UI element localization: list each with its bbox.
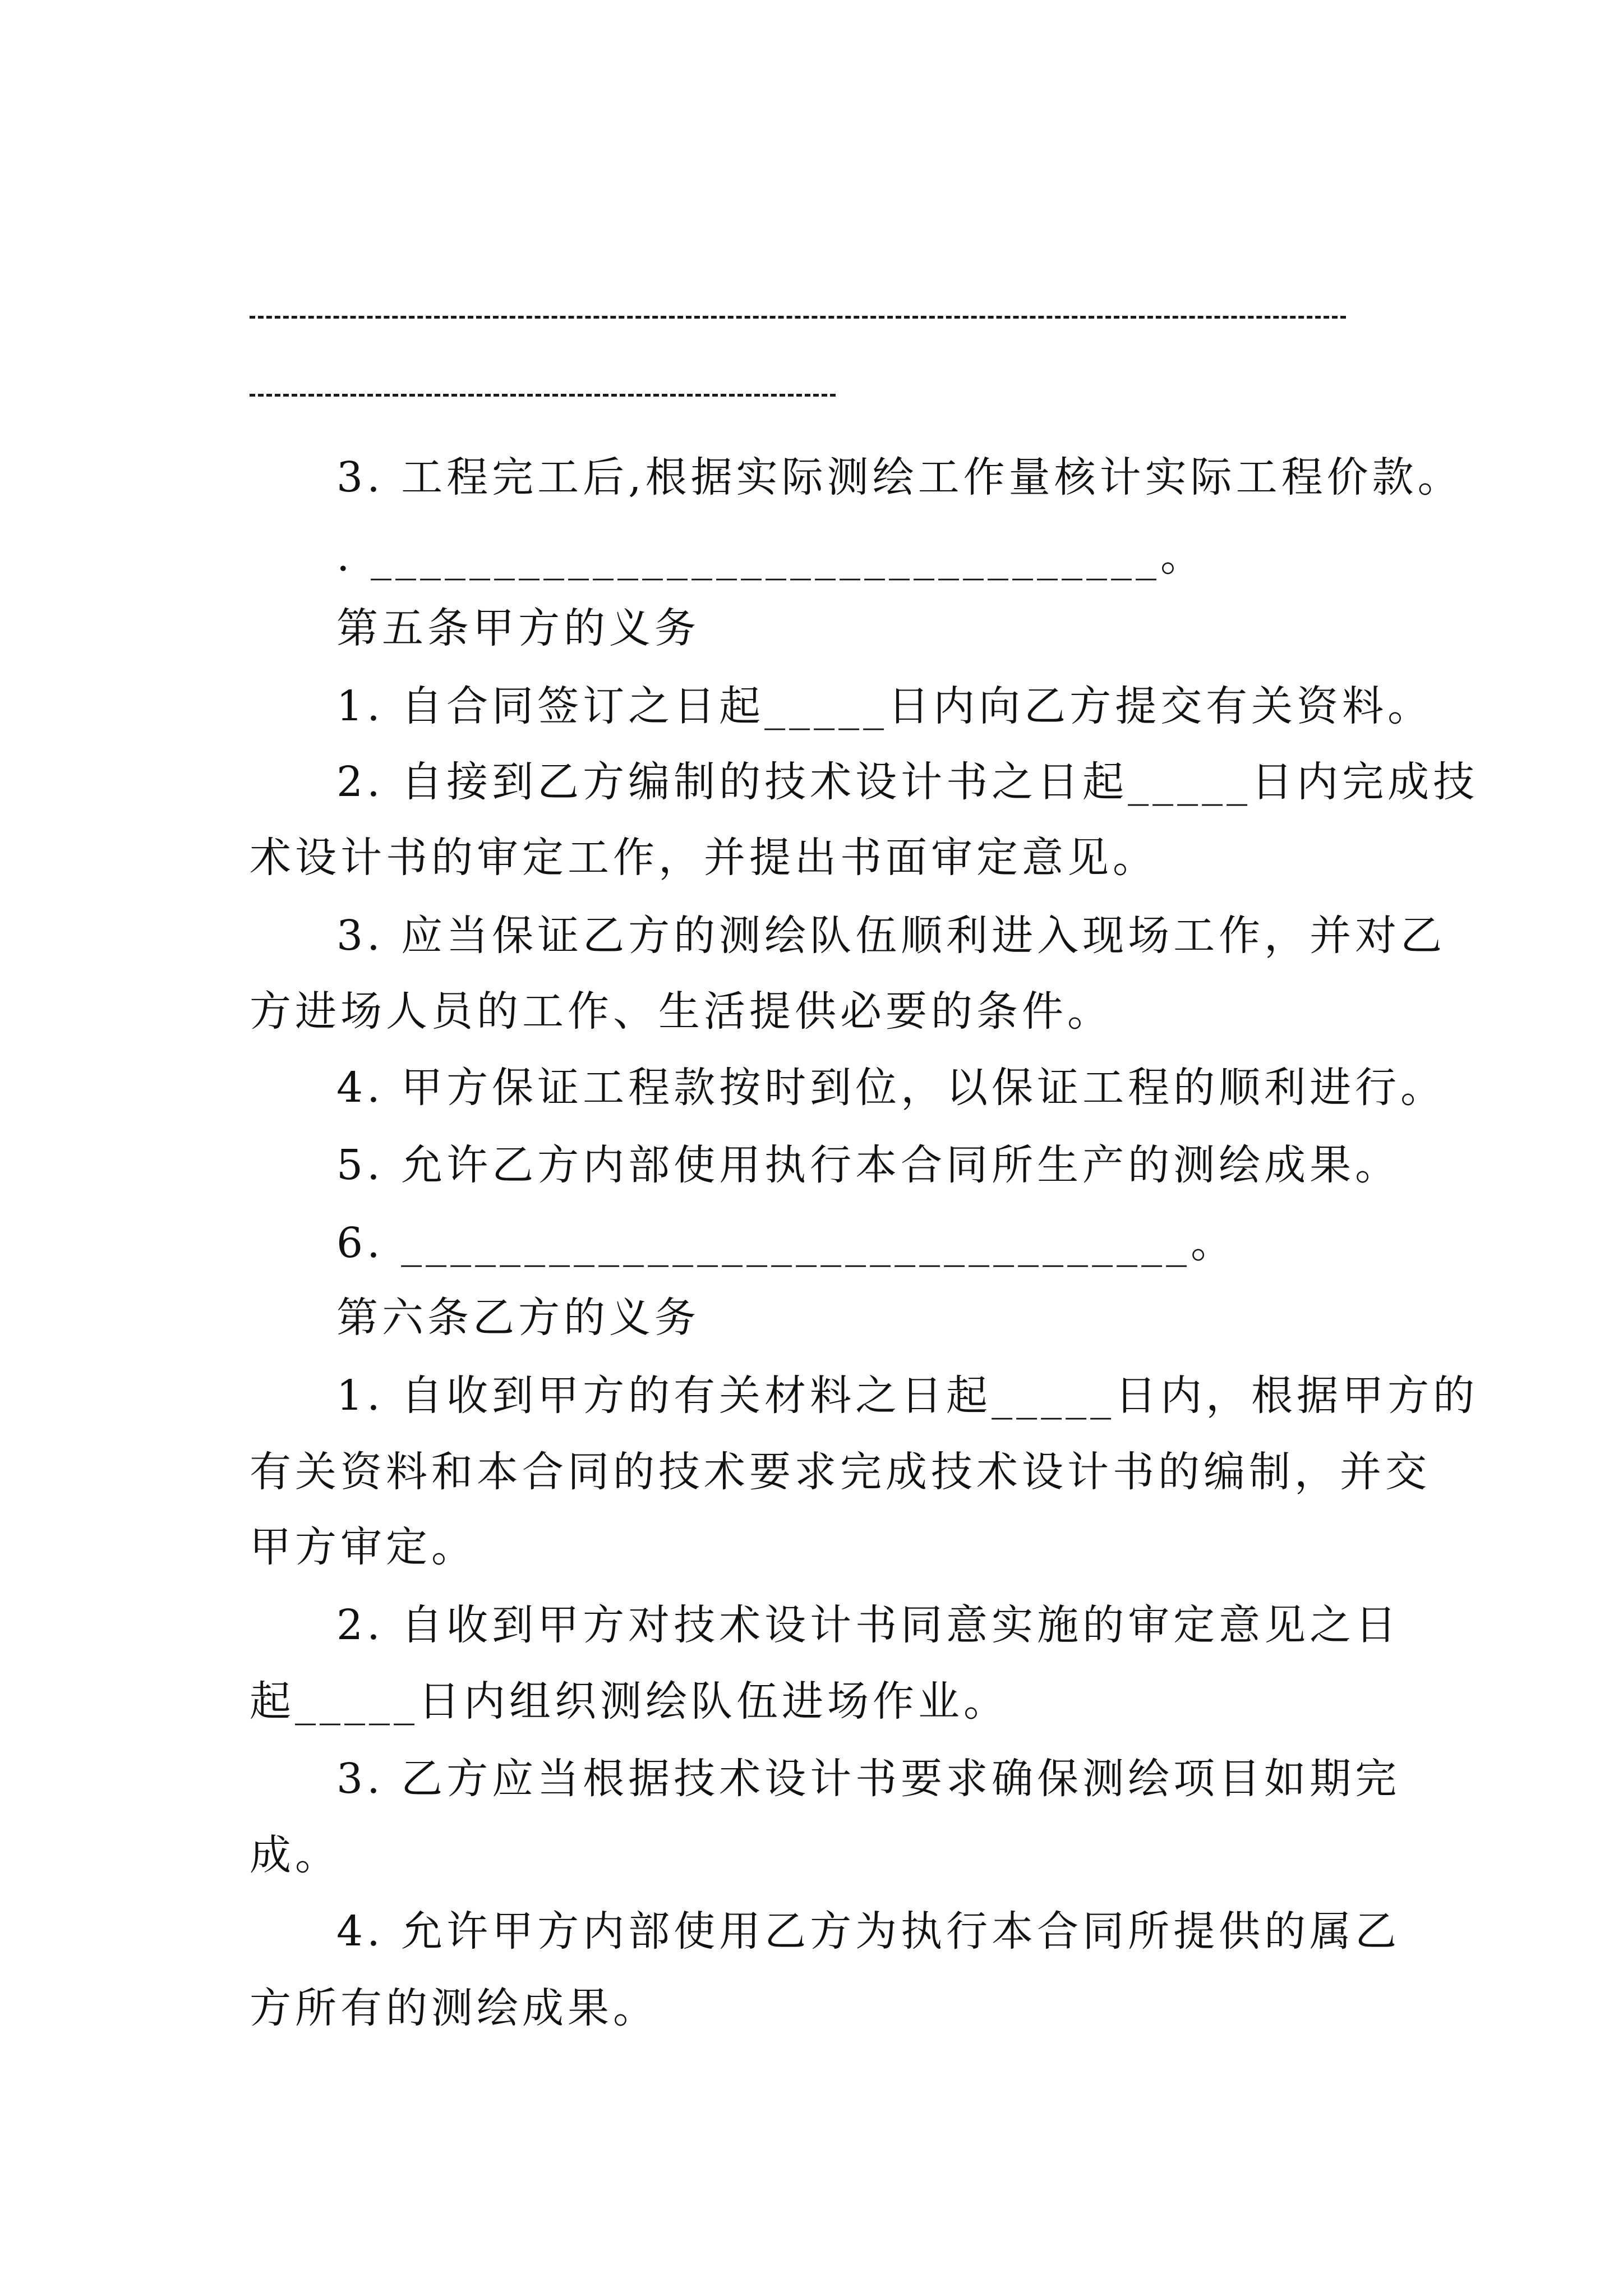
article-5-item-2-cont: 术设计书的审定工作，并提出书面审定意见。 [250,834,1158,882]
article-6-item-3: 3. 乙方应当根据技术设计书要求确保测绘项目如期完 [336,1755,1401,1803]
article-5-item-1: 1. 自合同签订之日起_____日内向乙方提交有关资料。 [336,682,1433,730]
article-6-item-4-cont: 方所有的测绘成果。 [250,1984,658,2032]
article-5-item-3: 3. 应当保证乙方的测绘队伍顺利进入现场工作，并对乙 [336,912,1446,960]
article-5-item-3-cont: 方进场人员的工作、生活提供必要的条件。 [250,987,1113,1036]
clause-4-item-3: 3. 工程完工后,根据实际测绘工作量核计实际工程价款。 [336,453,1463,501]
article-5-item-5: 5. 允许乙方内部使用执行本合同所生产的测绘成果。 [336,1141,1401,1189]
article-6-item-1-cont-2: 甲方审定。 [250,1523,477,1571]
article-6-item-4: 4. 允许甲方内部使用乙方为执行本合同所提供的属乙 [336,1907,1401,1955]
article-5-item-4: 4. 甲方保证工程款按时到位，以保证工程的顺利进行。 [336,1064,1446,1112]
article-6-item-2-cont: 起_____日内组织测绘队伍进场作业。 [250,1677,1009,1726]
blank-rule-long [250,316,1346,319]
article-6-item-1: 1. 自收到甲方的有关材料之日起_____日内，根据甲方的 [336,1372,1479,1420]
article-5-item-6: 6. ________________________________。 [336,1219,1237,1267]
article-6-item-1-cont: 有关资料和本合同的技术要求完成技术设计书的编制，并交 [250,1448,1431,1496]
article-6-item-2: 2. 自收到甲方对技术设计书同意实施的审定意见之日 [336,1601,1401,1649]
article-6-heading: 第六条乙方的义务 [336,1294,700,1342]
clause-4-blank-item: . ________________________________。 [336,532,1206,581]
article-5-heading: 第五条甲方的义务 [336,604,700,652]
article-5-item-2: 2. 自接到乙方编制的技术设计书之日起_____日内完成技 [336,758,1479,806]
article-6-item-3-cont: 成。 [250,1831,340,1879]
blank-rule-short [250,394,836,397]
